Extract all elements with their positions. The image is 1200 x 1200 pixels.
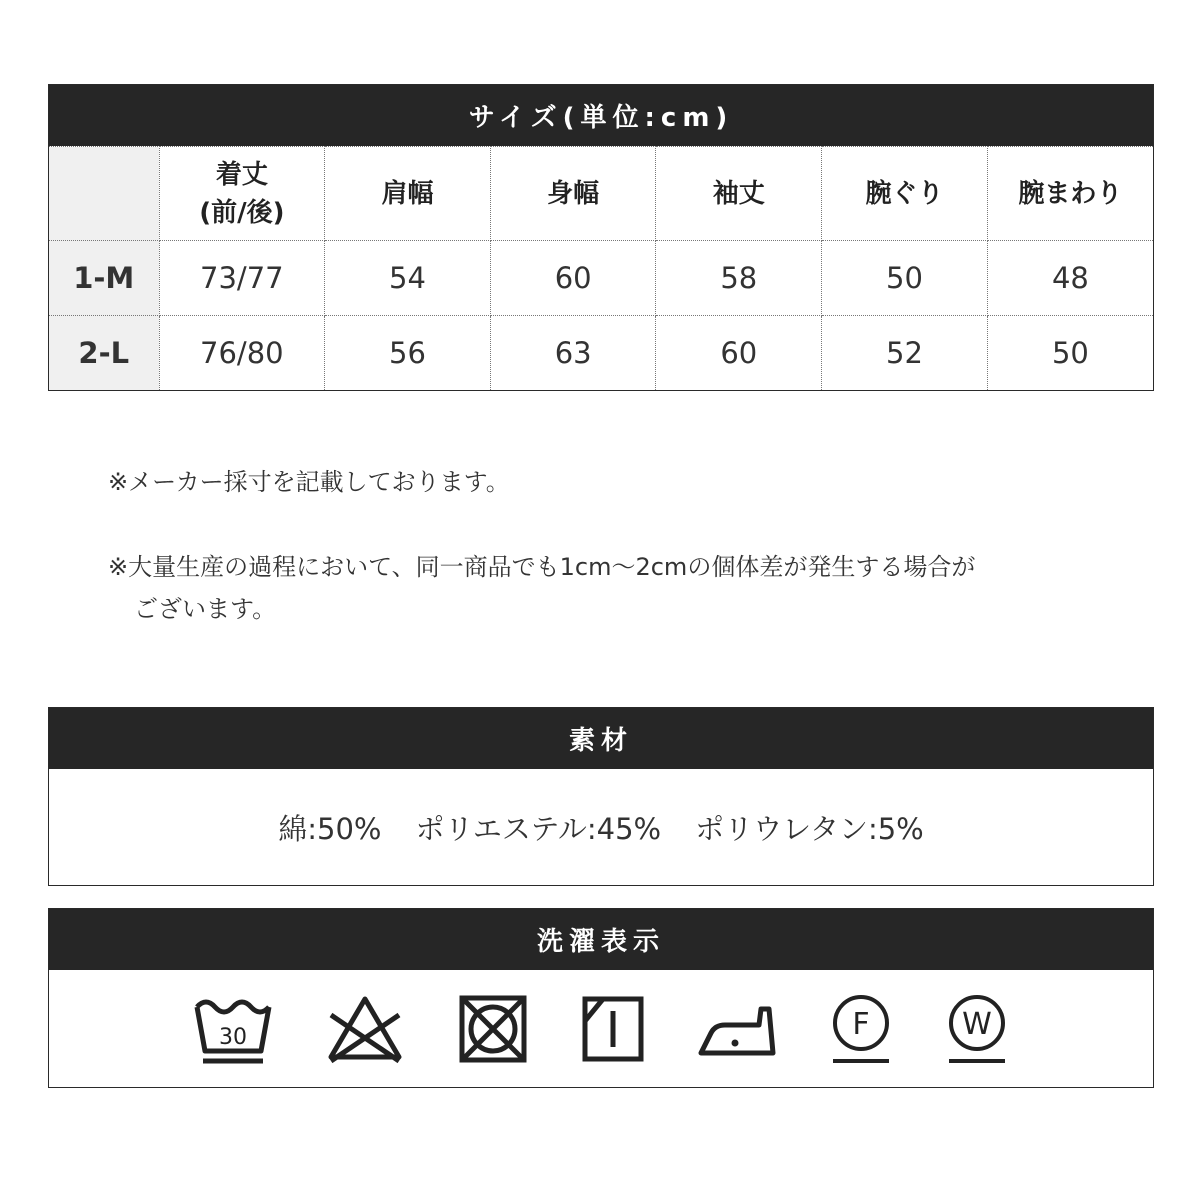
header-chest: 身幅 bbox=[490, 147, 656, 241]
iron-low-icon bbox=[697, 999, 777, 1059]
no-tumble-dry-icon bbox=[457, 993, 529, 1065]
header-sleeve: 袖丈 bbox=[656, 147, 822, 241]
dry-clean-f-icon bbox=[829, 993, 893, 1065]
wet-clean-w-icon bbox=[945, 993, 1009, 1065]
table-cell: 73/77 bbox=[159, 241, 325, 316]
care-section-title: 洗濯表示 bbox=[49, 909, 1153, 970]
wash-30-gentle-icon bbox=[193, 993, 273, 1065]
material-composition bbox=[49, 769, 1153, 885]
row-size-label: 1-M bbox=[49, 241, 159, 316]
material-cotton: 綿:50% bbox=[278, 811, 382, 846]
wash-temperature: 30 bbox=[219, 1024, 247, 1050]
drip-dry-shade-icon bbox=[581, 995, 645, 1063]
table-cell: 48 bbox=[987, 241, 1153, 316]
header-length-label: 着丈 bbox=[215, 159, 268, 190]
size-table bbox=[49, 146, 1153, 390]
dry-clean-letter: F bbox=[852, 1006, 870, 1042]
material-section-title: 素材 bbox=[49, 708, 1153, 769]
size-section-title: サイズ(単位:cm) bbox=[49, 85, 1153, 146]
note-2: ※大量生産の過程において、同一商品でも1cm～2cmの個体差が発生する場合が bbox=[108, 553, 976, 581]
wet-clean-letter: W bbox=[962, 1006, 992, 1042]
table-row bbox=[49, 316, 1153, 391]
table-cell: 50 bbox=[822, 241, 988, 316]
table-cell: 50 bbox=[987, 316, 1153, 391]
care-icons-row bbox=[49, 970, 1153, 1087]
material-box bbox=[48, 707, 1154, 886]
header-length-sub: (前/後) bbox=[199, 197, 285, 228]
table-cell: 58 bbox=[656, 241, 822, 316]
table-cell: 60 bbox=[656, 316, 822, 391]
header-armhole: 腕ぐり bbox=[822, 147, 988, 241]
note-1: ※メーカー採寸を記載しております。 bbox=[108, 468, 510, 496]
size-table-header-row bbox=[49, 147, 1153, 241]
table-cell: 56 bbox=[325, 316, 491, 391]
table-cell: 52 bbox=[822, 316, 988, 391]
no-bleach-icon bbox=[325, 993, 405, 1065]
row-size-label: 2-L bbox=[49, 316, 159, 391]
table-cell: 60 bbox=[490, 241, 656, 316]
table-cell: 54 bbox=[325, 241, 491, 316]
table-cell: 76/80 bbox=[159, 316, 325, 391]
table-cell: 63 bbox=[490, 316, 656, 391]
material-polyurethane: ポリウレタン:5% bbox=[695, 811, 924, 846]
note-2-continued: ございます。 bbox=[134, 595, 277, 623]
table-row bbox=[49, 241, 1153, 316]
size-table-corner bbox=[49, 147, 159, 241]
header-shoulder: 肩幅 bbox=[325, 147, 491, 241]
material-polyester: ポリエステル:45% bbox=[415, 811, 662, 846]
care-box bbox=[48, 908, 1154, 1088]
header-arm-circumference: 腕まわり bbox=[987, 147, 1153, 241]
size-table-box bbox=[48, 84, 1154, 391]
header-length bbox=[159, 147, 325, 241]
